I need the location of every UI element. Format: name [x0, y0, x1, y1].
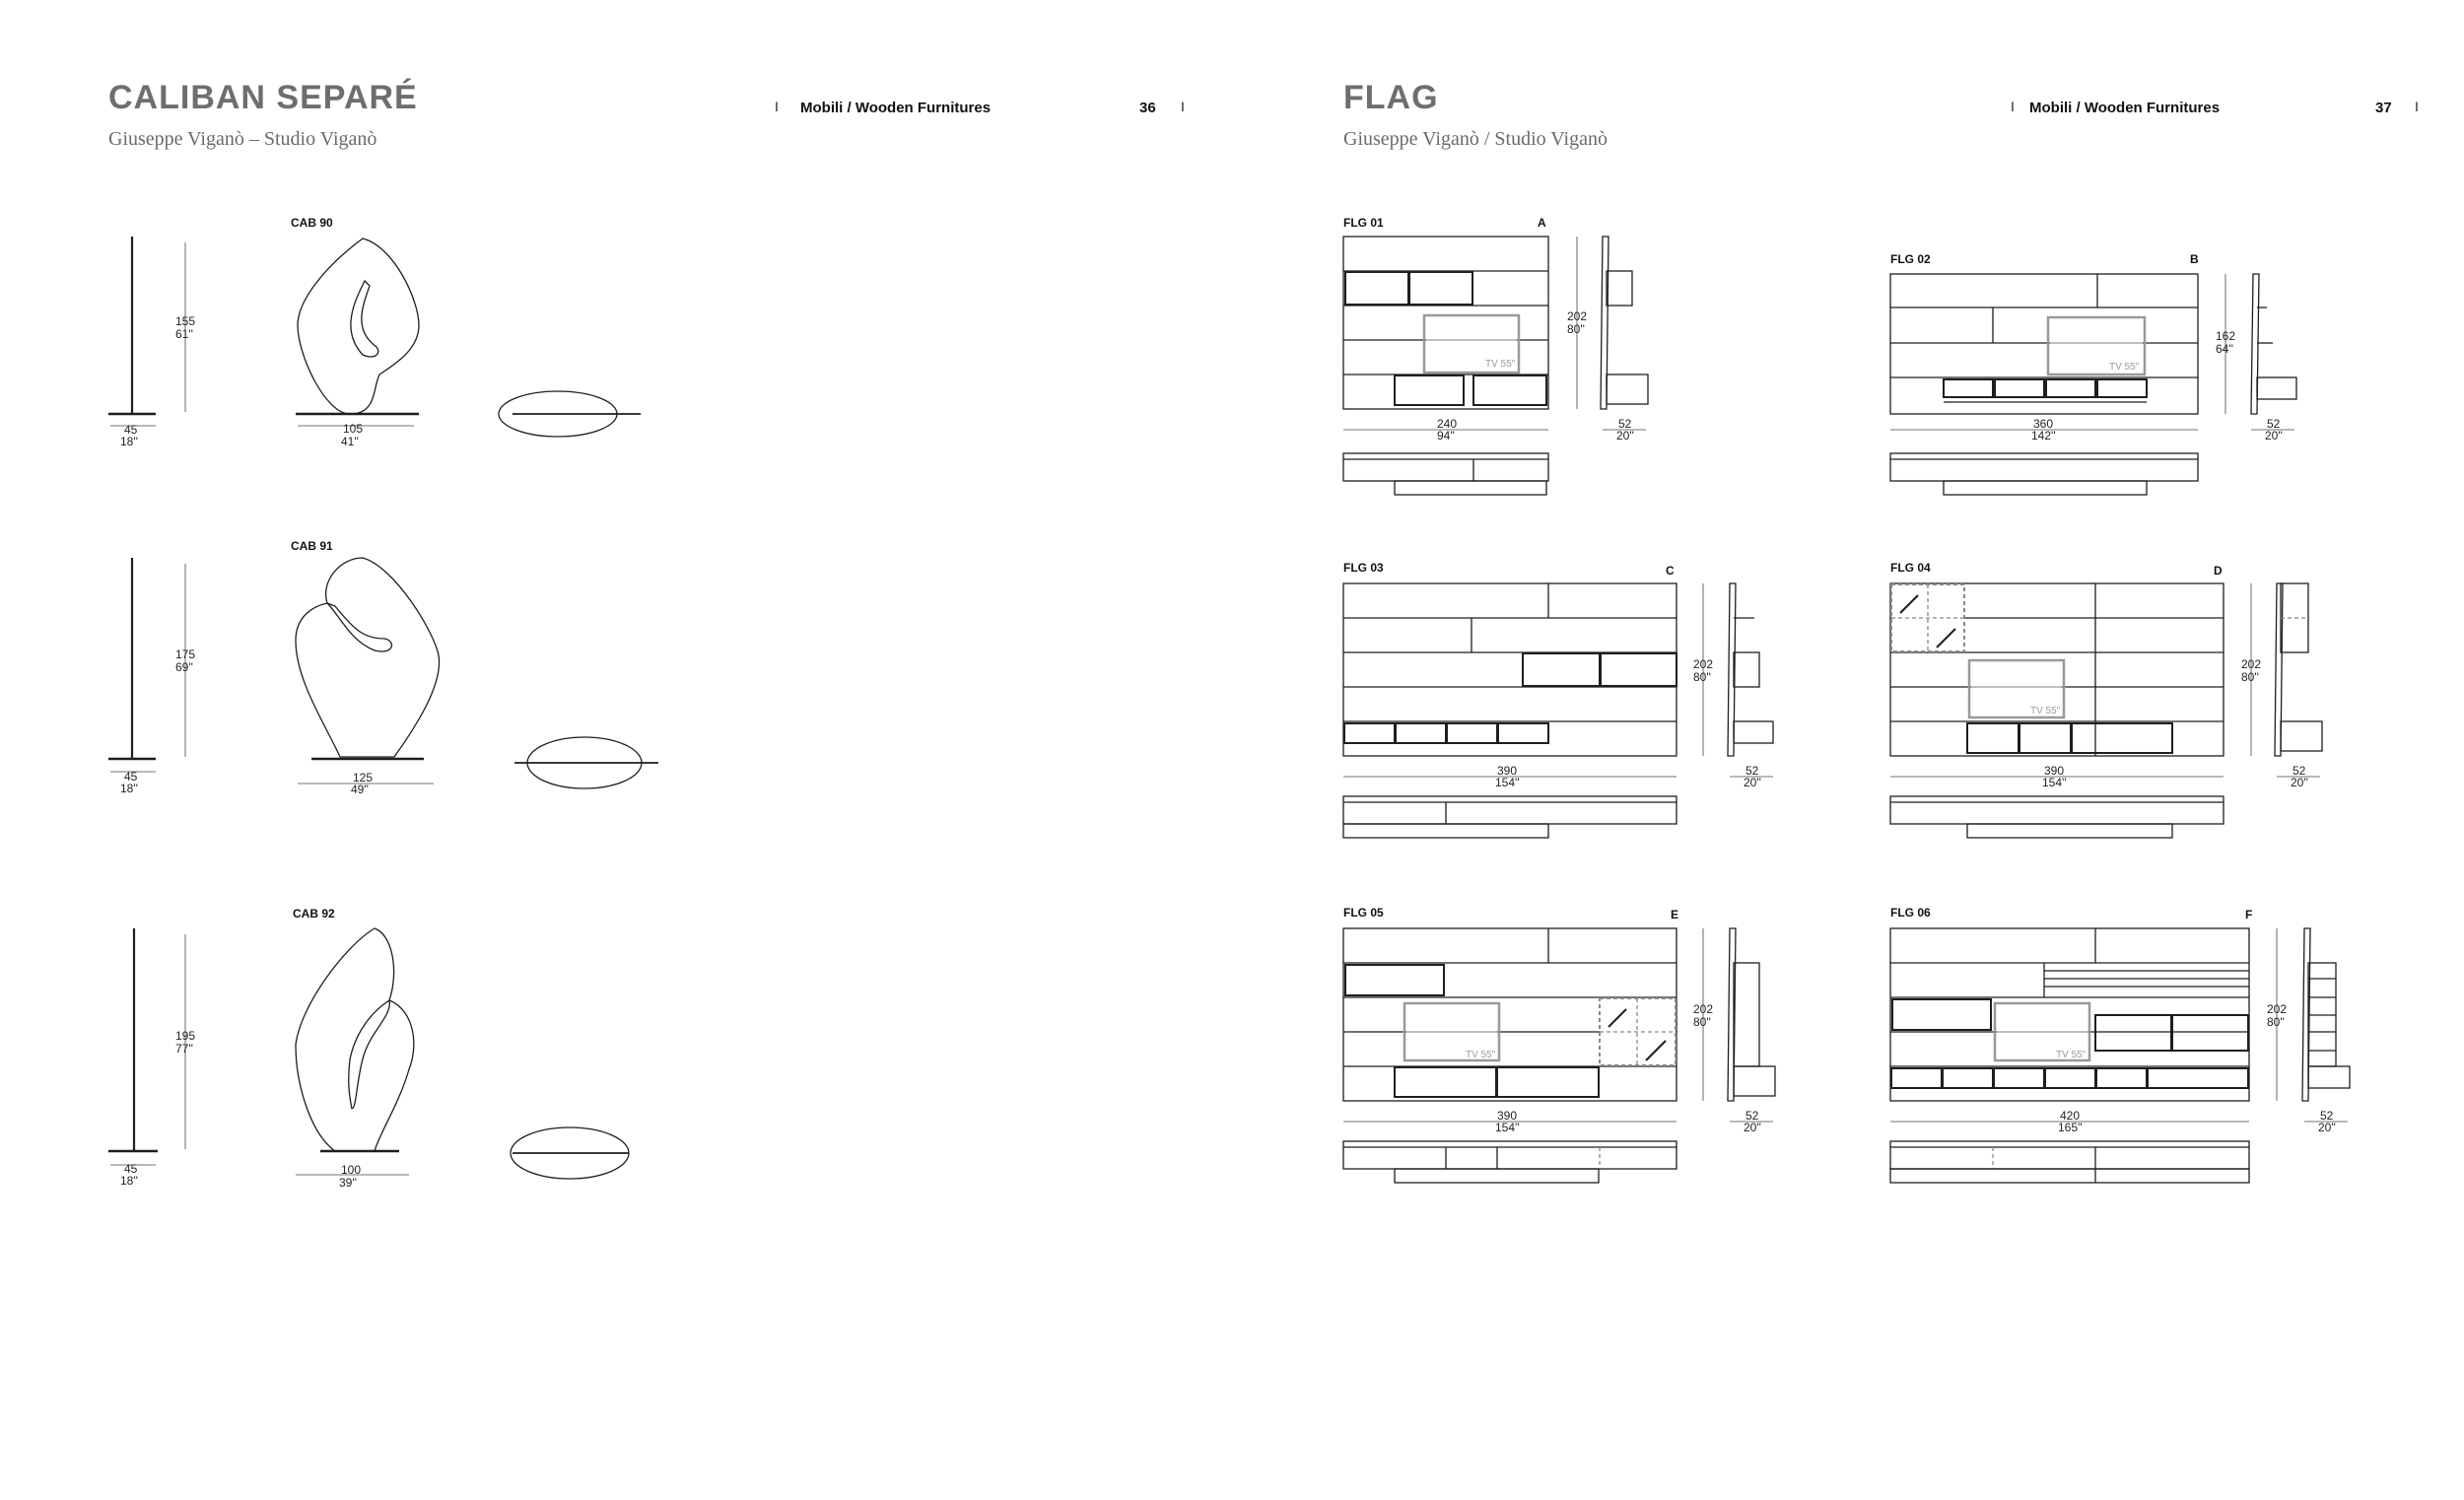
cab-92-depth-in: 18'' [120, 1174, 138, 1188]
flg-02-width-cm: 360 [2033, 417, 2054, 431]
flg-01-drawing [1343, 237, 1648, 495]
flg-05-tv-label: TV 55" [1466, 1050, 1496, 1060]
flg-01-depth-in: 20'' [1616, 429, 1634, 443]
cab-92-height-cm: 195 [175, 1029, 196, 1043]
flg-04-depth-in: 20'' [2291, 776, 2308, 789]
item-code-flg-05: FLG 05 [1343, 906, 1384, 920]
flg-03-width-in: 154'' [1495, 776, 1520, 789]
page-number-right: 37 [2375, 100, 2392, 116]
flg-06-width-in: 165'' [2058, 1121, 2083, 1134]
flg-01-tv-label: TV 55" [1485, 359, 1516, 370]
cab-90-top-view [499, 391, 641, 437]
cab-90-front-view [296, 239, 419, 414]
page-title-right: FLAG [1343, 79, 1439, 116]
flg-06-depth-cm: 52 [2320, 1109, 2334, 1123]
separator-right-2: I [2415, 99, 2419, 114]
designer-right: Giuseppe Viganò / Studio Viganò [1343, 128, 1608, 150]
page-title-left: CALIBAN SEPARÉ [108, 79, 418, 116]
cab-90-drawing [108, 237, 641, 448]
cab-90-height-in: 61'' [175, 327, 193, 341]
flg-02-tv-label: TV 55" [2109, 362, 2140, 373]
flg-03-depth-cm: 52 [1745, 764, 1759, 778]
flg-05-drawing [1343, 928, 1775, 1183]
variant-letter-c: C [1666, 564, 1675, 578]
flg-06-depth-in: 20'' [2318, 1121, 2336, 1134]
cab-91-depth-in: 18'' [120, 782, 138, 795]
flg-02-width-in: 142'' [2031, 429, 2056, 443]
cab-91-drawing [108, 558, 658, 796]
cab-90-height-cm: 155 [175, 314, 196, 328]
cab-90-depth-in: 18'' [120, 435, 138, 448]
flg-01-width-in: 94'' [1437, 429, 1455, 443]
cab-91-width-cm: 125 [353, 771, 374, 784]
separator-left-2: I [1181, 99, 1185, 114]
flg-04-width-cm: 390 [2044, 764, 2065, 778]
item-code-flg-06: FLG 06 [1890, 906, 1931, 920]
flg-03-height-in: 80'' [1693, 670, 1711, 684]
flg-05-width-in: 154'' [1495, 1121, 1520, 1134]
flg-02-height-cm: 162 [2216, 329, 2236, 343]
flg-05-depth-cm: 52 [1745, 1109, 1759, 1123]
flg-06-height-cm: 202 [2267, 1002, 2288, 1016]
cab-92-width-cm: 100 [341, 1163, 362, 1177]
flg-01-height-in: 80'' [1567, 322, 1585, 336]
cab-90-side-view [108, 237, 156, 414]
variant-letter-d: D [2214, 564, 2223, 578]
cab-91-height-cm: 175 [175, 648, 196, 661]
cab-92-drawing [108, 928, 629, 1190]
flg-05-height-cm: 202 [1693, 1002, 1714, 1016]
variant-letter-f: F [2245, 908, 2253, 921]
item-code-flg-04: FLG 04 [1890, 561, 1931, 575]
flg-02-depth-in: 20'' [2265, 429, 2283, 443]
cab-92-height-in: 77'' [175, 1042, 193, 1056]
variant-letter-b: B [2190, 252, 2199, 266]
flg-02-depth-cm: 52 [2267, 417, 2281, 431]
flg-04-height-cm: 202 [2241, 657, 2262, 671]
item-code-flg-02: FLG 02 [1890, 252, 1931, 266]
item-code-flg-01: FLG 01 [1343, 216, 1384, 230]
designer-left: Giuseppe Viganò – Studio Viganò [108, 128, 377, 150]
flg-01-depth-cm: 52 [1618, 417, 1632, 431]
section-label-right: Mobili / Wooden Furnitures [2029, 100, 2221, 116]
cab-92-width-in: 39'' [339, 1176, 357, 1190]
item-code-cab-91: CAB 91 [291, 539, 333, 553]
flg-06-drawing [1890, 928, 2350, 1183]
variant-letter-a: A [1538, 216, 1546, 230]
flg-05-height-in: 80'' [1693, 1015, 1711, 1029]
flg-04-width-in: 154'' [2042, 776, 2067, 789]
flg-04-height-in: 80'' [2241, 670, 2259, 684]
cab-91-depth-cm: 45 [124, 770, 138, 784]
cab-92-depth-cm: 45 [124, 1162, 138, 1176]
separator-right-1: I [2011, 99, 2015, 114]
flg-04-depth-cm: 52 [2293, 764, 2306, 778]
section-label-left: Mobili / Wooden Furnitures [800, 100, 992, 116]
separator-left-1: I [775, 99, 779, 114]
flg-06-height-in: 80'' [2267, 1015, 2285, 1029]
variant-letter-e: E [1671, 908, 1679, 921]
flg-05-width-cm: 390 [1497, 1109, 1518, 1123]
cab-91-width-in: 49'' [351, 783, 369, 796]
flg-03-width-cm: 390 [1497, 764, 1518, 778]
cab-90-depth-cm: 45 [124, 423, 138, 437]
flg-05-depth-in: 20'' [1744, 1121, 1761, 1134]
flg-01-height-cm: 202 [1567, 309, 1588, 323]
item-code-cab-90: CAB 90 [291, 216, 333, 230]
flg-01-width-cm: 240 [1437, 417, 1458, 431]
flg-06-tv-label: TV 55" [2056, 1050, 2087, 1060]
flg-02-drawing [1890, 274, 2296, 495]
item-code-cab-92: CAB 92 [293, 907, 335, 920]
flg-03-depth-in: 20'' [1744, 776, 1761, 789]
cab-90-width-cm: 105 [343, 422, 364, 436]
flg-03-height-cm: 202 [1693, 657, 1714, 671]
flg-02-height-in: 64'' [2216, 342, 2233, 356]
flg-06-width-cm: 420 [2060, 1109, 2081, 1123]
item-code-flg-03: FLG 03 [1343, 561, 1384, 575]
page-number-left: 36 [1139, 100, 1156, 116]
cab-90-width-in: 41'' [341, 435, 359, 448]
flg-04-drawing [1890, 583, 2322, 838]
flg-04-tv-label: TV 55" [2030, 706, 2061, 716]
flg-03-drawing [1343, 583, 1773, 838]
cab-91-height-in: 69'' [175, 660, 193, 674]
